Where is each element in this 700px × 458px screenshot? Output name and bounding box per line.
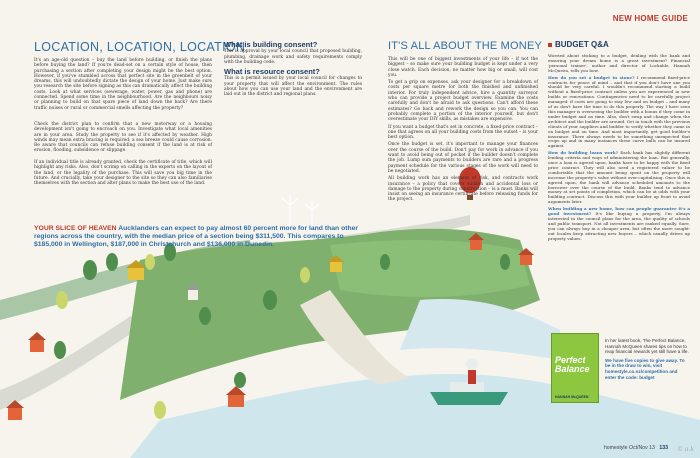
page-footer xyxy=(604,445,668,451)
section-label: NEW HOME GUIDE xyxy=(612,14,688,23)
book-cover xyxy=(551,333,599,403)
money-paragraph: All building work has an element of risk, and contracts work insurance – a policy that covers sudden and accidental loss or damage to the property during construction – is a must. Banks will insist on seeing an insurance certificate before releasing funds for the project. xyxy=(388,176,538,203)
location-paragraph: It's an age-old question – buy the land before building, or finish the plans before buying the land? If you're dead-set on a certain style of house, then purchasing a section after completing your design might be the best option. However, if you've stumbled across that perfect site in the greenbelt of your dreams, this will undoubtedly dictate the design of your home. Just make sure you research the site before signing as this can dramatically affect the building costs. Look at what services (sewerage, water, power, gas and phone) are connected. Spend some time in the neighbourhood. Are the neighbours noisy or planning to build on that spare piece of land down the back? Are there traffic noises or rural or commercial smells affecting the property? xyxy=(34,58,212,111)
location-paragraph: If an individual title is already granted, check the certificate of title, which will highlight any risks. Also, don't scrimp on calling in the experts on the layout of the land, or the legality of the purchase. This will save you big time in the future. And crucially, take your designer to the site so they can also familiarise themselves with the section and alter plans to make the best use of the land. xyxy=(34,160,212,187)
money-paragraph: If you want a budget that's set in concrete, a fixed-price contract – one that agrees on all your building costs from the outset – is your best option. xyxy=(388,124,538,141)
qa-answer: Each bank has slightly different lending criteria and ways of administering the loan. But generally, once a loan is agreed upon, banks have to be happy with the fixed price contract. They will also need a registered valuer to be comfortable that the amount being spent on the property will increase the property's value without over-capitalising. Once this is agreed upon, the bank will advance scheduled amounts to the borrower over the course of the build. Banks tend to advance money at set points of completion, which can be at odds with your building contract. Discuss this with your builder up front to avoid arguments later. xyxy=(548,150,690,205)
location-body xyxy=(34,58,212,113)
page-number: 133 xyxy=(659,445,668,451)
pull-quote-lead: YOUR SLICE OF HEAVEN xyxy=(34,225,117,232)
money-paragraph: This will be one of biggest investments of your life – if not the biggest – so make sure your building budget is kept under a very close watch. Each decision, no matter how big or small, will cost you. xyxy=(388,57,538,78)
qa-item xyxy=(548,151,690,205)
budget-qa-intro: Worried about sticking to a budget, dealing with the bank and ensuring your dream home is a great investment? Financial 'personal trainer', author and director of Lockable, Hannah McQueen, tells you how. xyxy=(548,53,690,73)
qa-item xyxy=(548,207,690,241)
budget-qa-heading: BUDGET Q&A xyxy=(548,40,609,49)
issue-date: Oct/Nov 13 xyxy=(628,445,655,451)
qa-answer: It's like buying a property, I'm always interested in the council plans for the area, the quality of schools and public transport. Not all investments are ranked equally. Sure, you can always buy in a cheaper area, but often the more sought-out locales keep attracting new buyers – which usually drives up property values. xyxy=(548,211,690,241)
money-body xyxy=(388,57,538,205)
watermark: © a.k xyxy=(676,446,694,453)
resource-consent-text: This is a permit issued by your local council for changes to your property that will affect the environment. The rules about how you can use your land and the environment are laid out in the district and regional plans. xyxy=(224,76,362,98)
consent-sidebar xyxy=(224,42,362,100)
qa-answer: I recommend fixed-price contracts for peace of mind – and that if you don't have one you should be very careful. I wouldn't recommend starting a build without a fixed-price contract unless you are experienced in new builds or renovations. Contingencies need to be carefully project managed: if costs are going to stay low and on budget – and many of us don't have the time to do this properly. The way I have seen this manager is overseeing the builder with a bonus if they come in under budget and on time. Also, don't swap and change when the architect and the builder are around. Get in touch with the previous clients of your suppliers and builder to verify whether they came in on budget and on time. And most importantly, get good builder's insurance. There always needs to be something unexpected that crops up and in many instances these curve balls can be insured against. xyxy=(548,74,690,149)
money-paragraph: To get a grip on expenses, ask your designer for a breakdown of costs per square metre for both the finished and unfinished interior. For truly independent advice, hire a quantity surveyor who can provide a project budget overview. Examine the costs carefully and don't be afraid to ask questions. Can't afford these estimates? Go back and rework the design so you can. You can probably complete a portion of the interior yourself, but don't overestimate your DIY skills, as mistakes are expensive. xyxy=(388,80,538,123)
promo-blurb: In her latest book, The Perfect Balance, Hannah McQueen shares tips on how to reap financial rewards yet still have a life. xyxy=(605,338,689,355)
qa-item xyxy=(548,76,690,150)
budget-qa-body xyxy=(548,54,690,244)
location-paragraph: Check the district plan to confirm that a new motorway or a housing development isn't going to encroach on you. Investigate what local amenities are in your area. Study the property to see if it's affected by weather. High winds may mean extra bracing is required; a sea breeze could cause corrosion. Be aware that councils can refuse building consent if the land is at risk of erosion, flooding, subsidence or slippage. xyxy=(34,122,212,154)
location-heading: LOCATION, LOCATION, LOCATION xyxy=(34,40,246,54)
qa-question: When building a new home, how can people guarantee it's a good investment? xyxy=(548,206,690,217)
money-heading: IT'S ALL ABOUT THE MONEY xyxy=(388,40,543,52)
pull-quote-text: Aucklanders can expect to pay almost 60 percent more for land than other regions across the country, with the median price of a section being $311,500. This compares to $185,000 in Wellington, $187,000 in Christchurch and $136,000 in Dunedin. xyxy=(34,225,359,248)
location-body-3 xyxy=(34,160,212,188)
book-author: HANNAH McQUEEN xyxy=(555,395,589,399)
promo-offer: We have five copies to give away. To be in the draw to win, visit homestyle.co.nz/competition and enter the code: budget xyxy=(605,357,685,380)
bullet-icon xyxy=(548,43,552,47)
book-title: Perfect Balance xyxy=(555,355,590,374)
qa-question: How do you set a budget in stone? xyxy=(548,74,635,80)
resource-consent-heading: What is resource consent? xyxy=(224,67,320,77)
magazine-name: homestyle xyxy=(603,445,628,451)
money-paragraph: Once the budget is set, it's important to manage your finances over the course of the build. Don't pay for work in advance if you want to avoid being out of pocket if the builder doesn't complete the job. Lump sum payments to builders are rare and a progress payment schedule for the various stages of the work will need to be negotiated. xyxy=(388,142,538,174)
qa-question: How do building loans work? xyxy=(548,150,619,156)
building-consent-text: This is approval by your local council that proposed building, plumbing, drainage work and safety requirements comply with the building code. xyxy=(224,49,362,65)
building-consent-heading: What is building consent? xyxy=(224,40,318,49)
promo-text xyxy=(605,338,689,380)
pull-quote xyxy=(34,225,364,249)
location-body-2 xyxy=(34,122,212,156)
